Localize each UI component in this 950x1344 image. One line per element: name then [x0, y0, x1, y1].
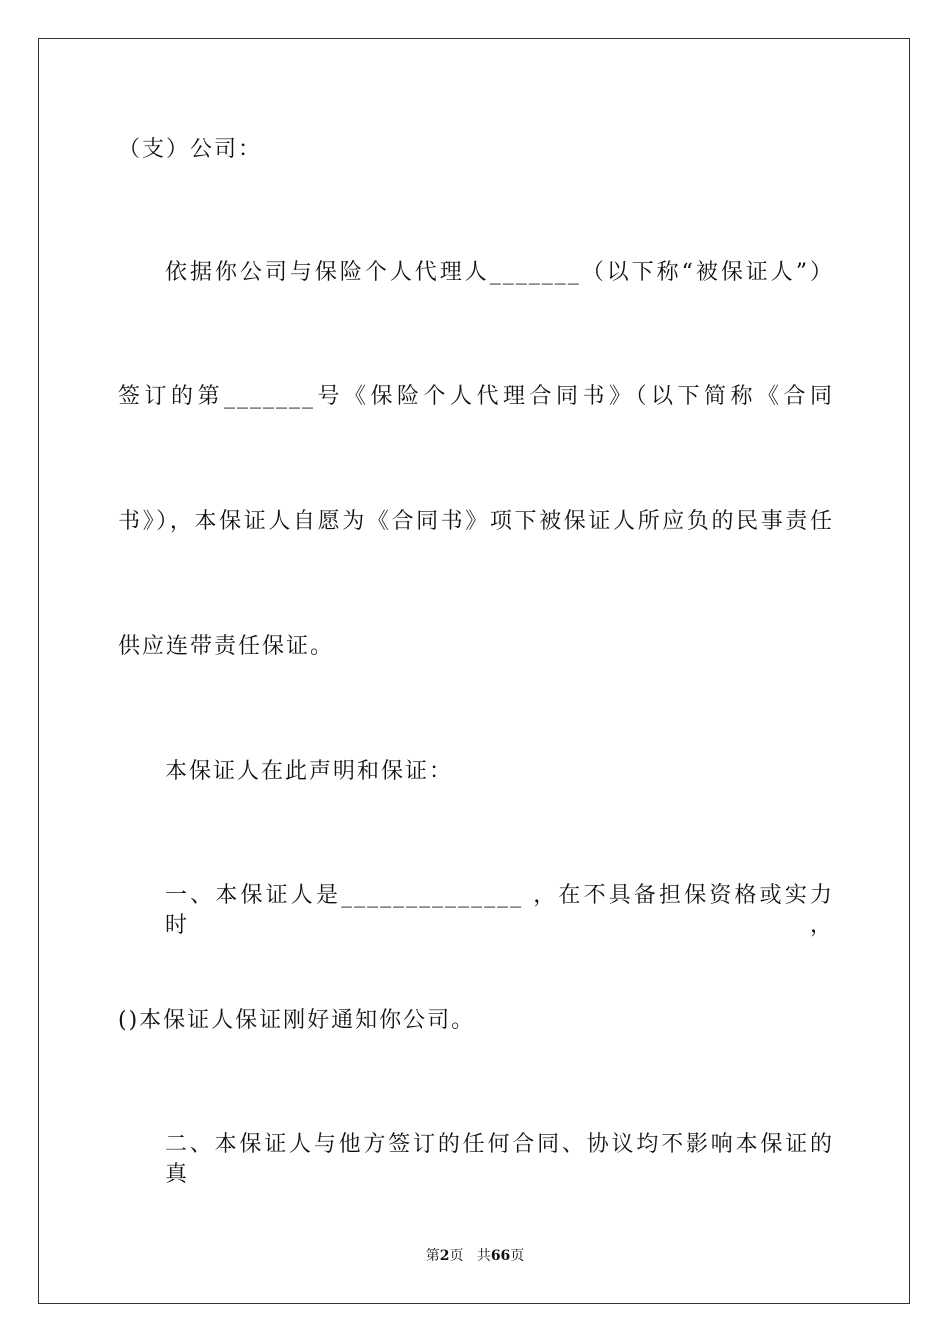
- paragraph-1-line-4: 供应连带责任保证。: [118, 634, 335, 659]
- footer-total-prefix: 共: [476, 1248, 491, 1264]
- paragraph-1-line-1: 依据你公司与保险个人代理人_______（以下称“被保证人”）: [165, 260, 834, 285]
- clause-1-line-1: 一、本保证人是______________ ，在不具备担保资格或实力时，: [165, 883, 834, 938]
- page-frame: [38, 38, 910, 1304]
- clause-1-line-2: ()本保证人保证刚好通知你公司。: [118, 1008, 476, 1033]
- page-footer: [0, 1246, 950, 1266]
- footer-page-number: 2: [439, 1248, 450, 1264]
- footer-total-suffix: 页: [510, 1248, 525, 1264]
- footer-page-prefix: 第: [425, 1248, 440, 1264]
- footer-page-suffix: 页: [449, 1248, 464, 1264]
- paragraph-1-line-3: 书》），本保证人自愿为《合同书》项下被保证人所应负的民事责任: [118, 509, 834, 534]
- clause-2-line-1: 二、本保证人与他方签订的任何合同、协议均不影响本保证的真: [165, 1132, 834, 1187]
- footer-total-pages: 66: [490, 1248, 511, 1264]
- paragraph-1-line-2: 签订的第_______号《保险个人代理合同书》（以下简称《合同: [118, 384, 834, 409]
- declaration-heading: 本保证人在此声明和保证：: [165, 759, 454, 784]
- addressee-line: （支）公司：: [118, 137, 263, 162]
